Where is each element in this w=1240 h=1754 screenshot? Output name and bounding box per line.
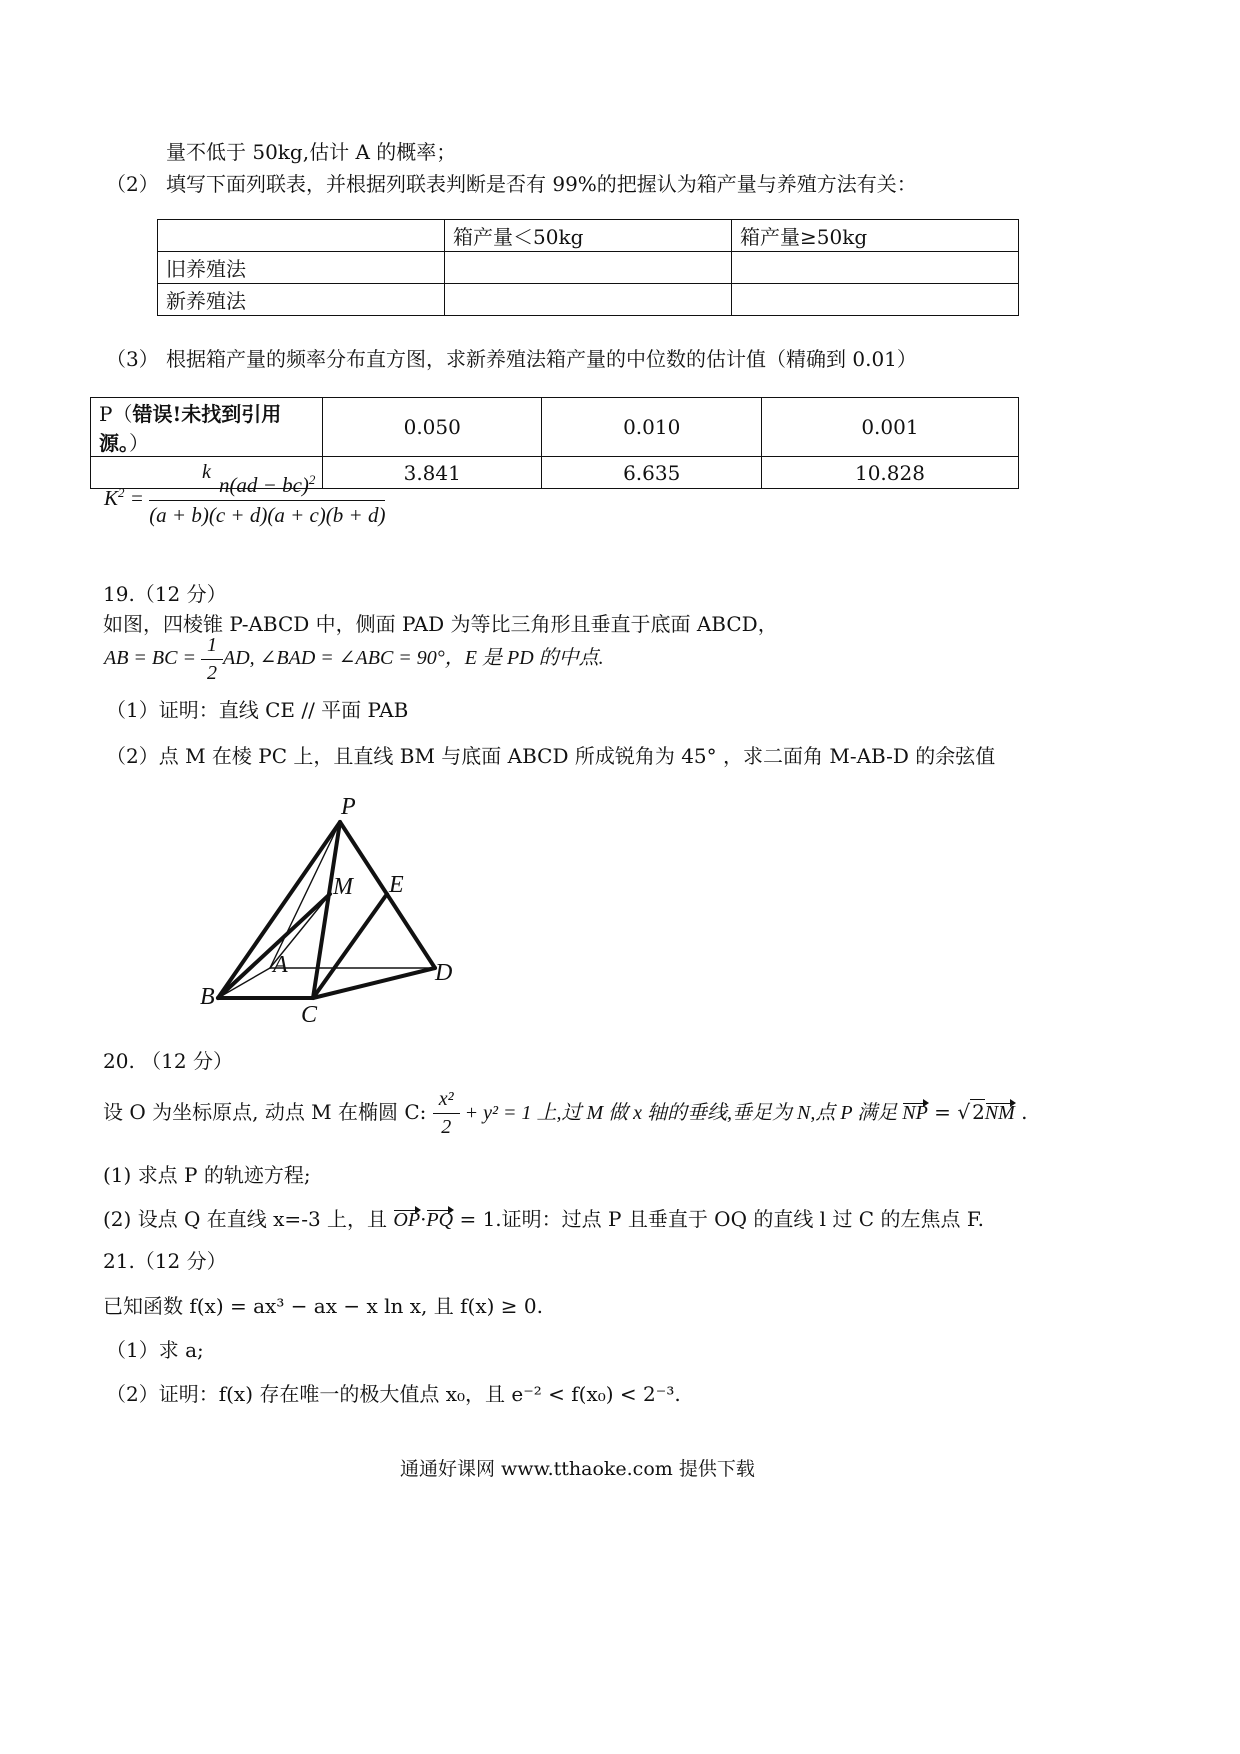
half-fraction: $\frac{1}{2}$ (201, 634, 223, 685)
page-footer: 通通好课网 www.tthaoke.com 提供下载 (400, 1458, 755, 1480)
vector-pq: PQ (426, 1209, 454, 1231)
formula-lhs-exponent: 2 (118, 484, 125, 500)
table-row (91, 398, 1019, 457)
formula-equals: = (124, 485, 150, 510)
label-a: A (273, 952, 288, 978)
ellipse-fraction: $\frac{\text{x²}}{2}$ (433, 1088, 460, 1139)
formula-numerator: n(ad − bc)$^2$ (149, 472, 385, 501)
table-cell: 旧养殖法 (158, 252, 445, 284)
table-cell: 0.010 (542, 398, 761, 457)
q19-part2: （2）点 M 在棱 PC 上，且直线 BM 与底面 ABCD 所成锐角为 45° ，求二面角 M-AB-D 的余弦值 (106, 744, 996, 768)
q18-part1-tail: 量不低于 50kg,估计 A 的概率； (166, 140, 457, 164)
q21-part1: （1）求 a; (106, 1338, 204, 1362)
table-row (158, 220, 1019, 252)
p-label-suffix: ） (129, 431, 149, 455)
table-cell: 0.050 (323, 398, 542, 457)
contingency-table (157, 219, 1019, 316)
table-cell (445, 284, 732, 316)
table-cell: 0.001 (761, 398, 1018, 457)
q19-header: 19.（12 分） (103, 582, 227, 606)
q21-header: 21.（12 分） (103, 1249, 227, 1273)
q19-part1: （1）证明：直线 CE // 平面 PAB (106, 698, 409, 722)
q21-line1: 已知函数 f(x) = ax³ − ax − x ln x, 且 f(x) ≥ 0. (103, 1294, 543, 1318)
formula-denominator: (a + b)(c + d)(a + c)(b + d) (149, 503, 386, 527)
table-cell (158, 220, 445, 252)
q18-part2-text: 填写下面列联表，并根据列联表判断是否有 99%的把握认为箱产量与养殖方法有关： (166, 172, 917, 196)
label-c: C (301, 1002, 318, 1028)
table-cell (445, 252, 732, 284)
q18-part3-text: 根据箱产量的频率分布直方图，求新养殖法箱产量的中位数的估计值（精确到 0.01） (166, 347, 917, 371)
table-cell: 6.635 (542, 457, 761, 489)
table-row (158, 284, 1019, 316)
q18-part3-number: （3） (106, 347, 159, 371)
q20-header: 20. （12 分） (103, 1049, 233, 1073)
table-cell (732, 252, 1019, 284)
reference-error-text: 错误!未找到引用源。 (99, 402, 282, 455)
vector-nm: NM (984, 1102, 1015, 1124)
table-cell: 新养殖法 (158, 284, 445, 316)
chi-square-formula (104, 472, 385, 528)
q19-line2: AB = BC = $\frac{1}{2}$ AD, ∠BAD = ∠ABC = 90°，E 是 PD 的中点. (104, 634, 604, 684)
q20-part1: (1) 求点 P 的轨迹方程; (103, 1163, 311, 1187)
q21-part2: （2）证明：f(x) 存在唯一的极大值点 x₀，且 e⁻² < f(x₀) < 2⁻³. (106, 1382, 681, 1406)
label-e: E (389, 872, 404, 898)
label-p: P (341, 794, 356, 820)
table-cell: k (91, 457, 323, 489)
label-d: D (435, 960, 453, 986)
label-m: M (333, 874, 353, 900)
sqrt-two: 2 (972, 1100, 985, 1124)
formula-lhs: K (104, 485, 119, 510)
vector-op: OP (393, 1209, 421, 1231)
vector-np: NP (902, 1102, 928, 1124)
q20-line1: 设 O 为坐标原点, 动点 M 在椭圆 C: $\frac{\text{x²}}{2}$ + y² = 1 上,过 M 做 x 轴的垂线,垂足为 N,点 P 满足 NP = √ 2NM . (103, 1088, 1028, 1138)
label-b: B (200, 984, 215, 1010)
p-label-prefix: P（ (99, 402, 133, 426)
table-cell: 箱产量≥50kg (732, 220, 1019, 252)
pyramid-figure (195, 790, 465, 1030)
table-cell (91, 398, 323, 457)
table-cell (732, 284, 1019, 316)
edge-bm (218, 894, 330, 998)
q19-line1: 如图，四棱锥 P-ABCD 中，侧面 PAD 为等比三角形且垂直于底面 ABCD， (103, 612, 778, 636)
table-cell: 箱产量＜50kg (445, 220, 732, 252)
q20-part2: (2) 设点 Q 在直线 x=-3 上，且 OP·PQ = 1.证明：过点 P 且垂直于 OQ 的直线 l 过 C 的左焦点 F. (103, 1207, 984, 1231)
formula-fraction (149, 472, 385, 528)
table-row (158, 252, 1019, 284)
table-cell: 10.828 (761, 457, 1018, 489)
q18-part2-number: （2） (106, 172, 159, 196)
table-cell: 3.841 (323, 457, 542, 489)
